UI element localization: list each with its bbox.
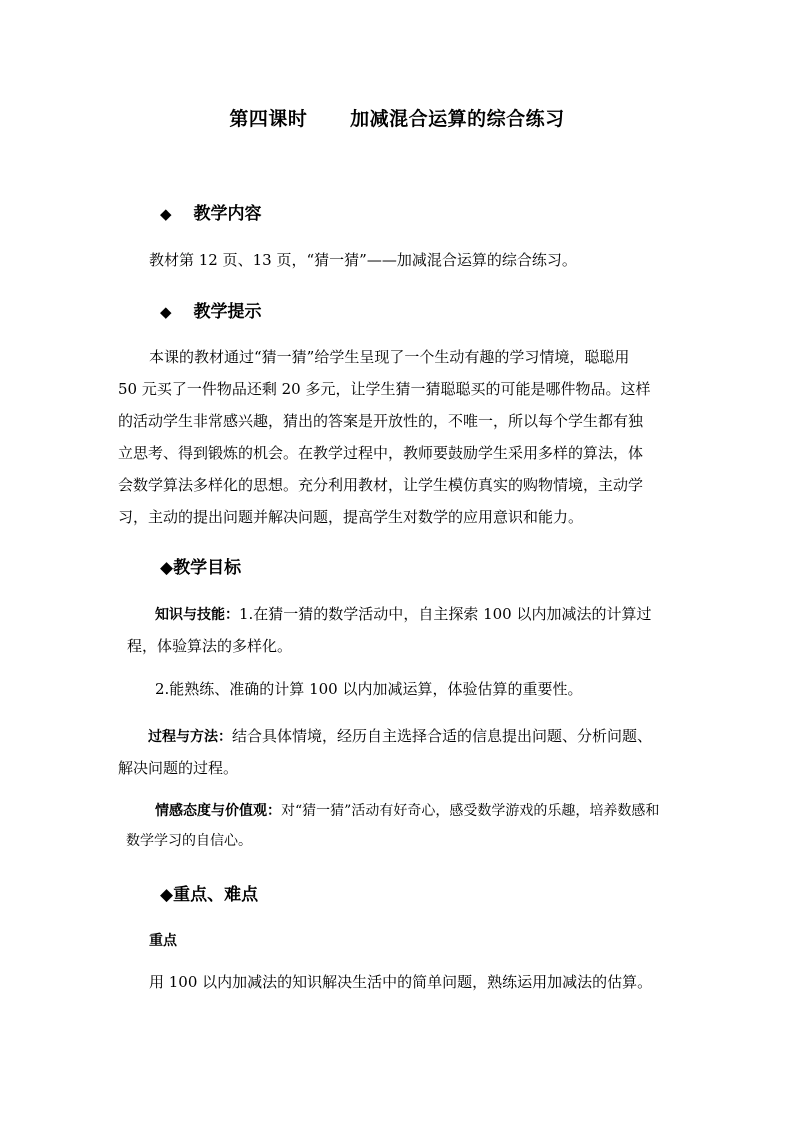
tips-line: 立思考、得到锻炼的机会。在教学过程中，教师要鼓励学生采用多样的算法，体 [118, 444, 644, 462]
goal-emotion-line [155, 795, 659, 827]
heading-key-points: ◆重点、难点 [160, 885, 259, 905]
goal-process-line [148, 720, 652, 753]
goal-knowledge-line: 2.能熟练、准确的计算 100 以内加减运算，体验估算的重要性。 [155, 680, 583, 698]
emotion-label: 情感态度与价值观： [155, 803, 281, 819]
goal-emotion-line: 数学学习的自信心。 [126, 833, 252, 849]
process-label: 过程与方法： [148, 729, 232, 745]
heading-teaching-tips-label: 教学提示 [193, 302, 262, 322]
heading-teaching-tips [160, 297, 262, 322]
tips-line: 会数学算法多样化的思想。充分利用教材，让学生模仿真实的购物情境，主动学 [118, 476, 644, 494]
tips-line: 本课的教材通过“猜一猜”给学生呈现了一个生动有趣的学习情境，聪聪用 [149, 348, 630, 366]
heading-teaching-content [160, 199, 262, 224]
goal-knowledge-line: 程，体验算法的多样化。 [127, 637, 293, 655]
diamond-bullet-icon: ◆ [160, 205, 172, 223]
knowledge-text: 1.在猜一猜的数学活动中，自主探索 100 以内加减法的计算过 [239, 605, 652, 623]
process-text: 结合具体情境，经历自主选择合适的信息提出问题、分析问题、 [232, 727, 653, 745]
key-subheading: 重点 [149, 933, 177, 949]
content-paragraph: 教材第 12 页、13 页，“猜一猜”——加减混合运算的综合练习。 [149, 251, 577, 269]
emotion-text: 对“猜一猜”活动有好奇心，感受数学游戏的乐趣，培养数感和 [281, 803, 660, 819]
key-text: 用 100 以内加减法的知识解决生活中的简单问题，熟练运用加减法的估算。 [149, 973, 653, 991]
diamond-bullet-icon: ◆ [160, 303, 172, 321]
heading-teaching-goals: ◆教学目标 [160, 558, 242, 578]
goal-process-line: 解决问题的过程。 [118, 759, 239, 777]
page-title: 第四课时 加减混合运算的综合练习 [229, 108, 565, 130]
heading-teaching-content-label: 教学内容 [193, 204, 262, 224]
tips-line: 习，主动的提出问题并解决问题，提高学生对数学的应用意识和能力。 [118, 508, 584, 526]
goal-knowledge-line [155, 598, 651, 631]
knowledge-label: 知识与技能： [155, 607, 239, 623]
tips-line: 50 元买了一件物品还剩 20 多元，让学生猜一猜聪聪买的可能是哪件物品。这样 [118, 380, 651, 398]
tips-line: 的活动学生非常感兴趣，猜出的答案是开放性的，不唯一，所以每个学生都有独 [118, 412, 644, 430]
